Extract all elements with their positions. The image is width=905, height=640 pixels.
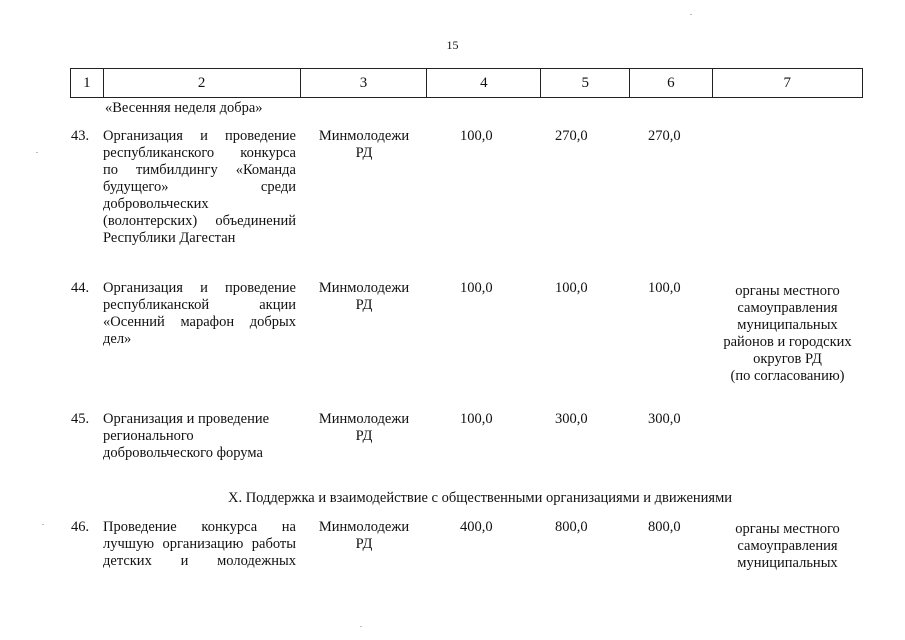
row-executor (305, 280, 423, 314)
row-name-line: регионального (103, 428, 194, 444)
header-col-4: 4 (426, 69, 540, 97)
row-value-col6: 300,0 (648, 411, 681, 427)
row-name-line: по тимбилдингу «Команда (103, 162, 296, 178)
executor-line: Минмолодежи (318, 519, 410, 535)
executor-line: РД (355, 428, 373, 444)
row-number: 46. (71, 519, 90, 535)
page-number: 15 (446, 38, 459, 52)
col7-line: самоуправления (737, 300, 838, 316)
scan-speck (36, 152, 38, 153)
col7-line: округов РД (753, 351, 822, 367)
header-col-7: 7 (712, 69, 863, 97)
row-value-col6: 270,0 (648, 128, 681, 144)
col7-line: муниципальных (737, 555, 838, 571)
carry-over-text: «Весенняя неделя добра» (105, 100, 263, 116)
row-name-line: будущего» среди (103, 179, 296, 195)
row-value-col5: 270,0 (555, 128, 588, 144)
scan-speck (360, 626, 362, 627)
row-number: 45. (71, 411, 90, 427)
col7-line: муниципальных (737, 317, 838, 333)
row-name (103, 128, 296, 247)
row-name-line: Организация и проведение (103, 411, 270, 427)
row-name-line: добровольческих (103, 196, 209, 212)
row-executor (305, 411, 423, 445)
row-name (103, 519, 296, 570)
executor-line: Минмолодежи (318, 280, 410, 296)
col7-line: районов и городских (723, 334, 852, 350)
executor-line: РД (355, 536, 373, 552)
row-value-col4: 100,0 (460, 411, 493, 427)
row-name-line: республиканской акции (103, 297, 296, 313)
row-value-col6: 800,0 (648, 519, 681, 535)
header-col-3: 3 (300, 69, 427, 97)
row-value-col6: 100,0 (648, 280, 681, 296)
row-name (103, 411, 296, 462)
row-value-col4: 100,0 (460, 128, 493, 144)
row-value-col5: 800,0 (555, 519, 588, 535)
section-heading: X. Поддержка и взаимодействие с общественными организациями и движениями (227, 490, 733, 506)
row-name-line: Организация и проведение (103, 128, 296, 144)
row-col7 (712, 521, 863, 572)
row-number: 43. (71, 128, 90, 144)
row-name-line: республиканского конкурса (103, 145, 296, 161)
executor-line: РД (355, 297, 373, 313)
scan-speck (42, 524, 44, 525)
row-name-line: (волонтерских) объединений (103, 213, 296, 229)
header-col-5: 5 (540, 69, 629, 97)
row-name (103, 280, 296, 348)
table-header-row (70, 68, 863, 98)
executor-line: Минмолодежи (318, 411, 410, 427)
scan-speck (690, 14, 692, 15)
executor-line: РД (355, 145, 373, 161)
row-name-line: лучшую организацию работы (103, 536, 296, 552)
header-col-2: 2 (103, 69, 300, 97)
row-value-col5: 100,0 (555, 280, 588, 296)
row-name-line: «Осенний марафон добрых (103, 314, 296, 330)
col7-line: органы местного (735, 283, 840, 299)
row-value-col4: 400,0 (460, 519, 493, 535)
row-number: 44. (71, 280, 90, 296)
header-col-1: 1 (70, 69, 103, 97)
row-name-line: детских и молодежных (103, 553, 296, 569)
row-name-line: добровольческого форума (103, 445, 263, 461)
row-value-col4: 100,0 (460, 280, 493, 296)
col7-line: органы местного (735, 521, 840, 537)
executor-line: Минмолодежи (318, 128, 410, 144)
row-name-line: Организация и проведение (103, 280, 296, 296)
col7-line: самоуправления (737, 538, 838, 554)
header-col-6: 6 (629, 69, 711, 97)
row-name-line: дел» (103, 331, 132, 347)
row-executor (305, 519, 423, 553)
col7-line: (по согласованию) (730, 368, 845, 384)
row-executor (305, 128, 423, 162)
row-name-line: Проведение конкурса на (103, 519, 296, 535)
row-name-line: Республики Дагестан (103, 230, 236, 246)
row-value-col5: 300,0 (555, 411, 588, 427)
row-col7 (712, 283, 863, 385)
